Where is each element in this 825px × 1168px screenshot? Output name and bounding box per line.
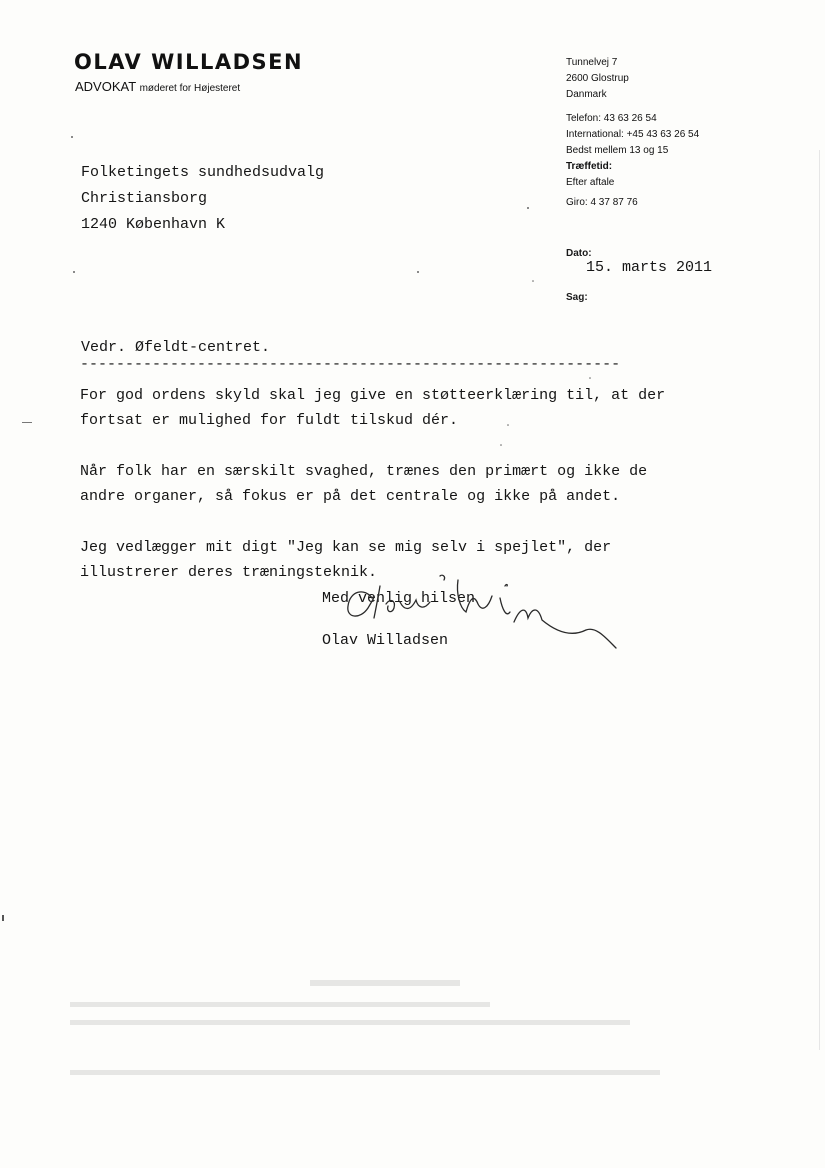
- closing-greeting: Med venlig hilsen: [322, 590, 476, 607]
- recipient-line2: Christiansborg: [81, 190, 208, 207]
- p2-line2: andre organer, så fokus er på det centrale og ikke på andet.: [80, 488, 621, 505]
- meeting-value: Efter aftale: [566, 177, 615, 188]
- letterhead-title: [75, 79, 240, 94]
- closing-signatory: Olav Willadsen: [322, 632, 449, 649]
- title-sub: møderet for Højesteret: [139, 83, 241, 94]
- letterhead-name: OLAV WILLADSEN: [74, 50, 304, 74]
- handwritten-signature: [330, 568, 630, 668]
- date-value: 15. marts 2011: [586, 259, 713, 276]
- title-main: ADVOKAT: [75, 79, 136, 94]
- recipient-line1: Folketingets sundhedsudvalg: [81, 164, 325, 181]
- contact-giro: Giro: 4 37 87 76: [566, 197, 638, 208]
- subject-line: Vedr. Øfeldt-centret.: [81, 339, 271, 356]
- paragraph-1: [80, 383, 740, 433]
- contact-hours: Bedst mellem 13 og 15: [566, 145, 669, 156]
- case-label: Sag:: [566, 292, 588, 303]
- contact-international: International: +45 43 63 26 54: [566, 129, 700, 140]
- meeting-label: Træffetid:: [566, 161, 613, 172]
- p2-line1: Når folk har en særskilt svaghed, trænes den primært og ikke de: [80, 463, 648, 480]
- contact-street: Tunnelvej 7: [566, 57, 618, 68]
- p3-line1: Jeg vedlægger mit digt "Jeg kan se mig selv i spejlet", der: [80, 539, 612, 556]
- bleed-through-texture: [70, 980, 690, 1100]
- recipient-address: [81, 160, 324, 238]
- recipient-line3: 1240 København K: [81, 216, 226, 233]
- p1-line1: For god ordens skyld skal jeg give en støtteerklæring til, at der: [80, 387, 666, 404]
- contact-phone: Telefon: 43 63 26 54: [566, 113, 657, 124]
- contact-country: Danmark: [566, 89, 607, 100]
- subject-divider: ------------------------------------------------------------: [80, 356, 621, 368]
- date-label: Dato:: [566, 248, 592, 259]
- paragraph-2: [80, 459, 740, 509]
- contact-block: [566, 55, 806, 211]
- contact-city: 2600 Glostrup: [566, 73, 629, 84]
- p3-line2: illustrerer deres træningsteknik.: [80, 564, 378, 581]
- p1-line2: fortsat er mulighed for fuldt tilskud dér.: [80, 412, 459, 429]
